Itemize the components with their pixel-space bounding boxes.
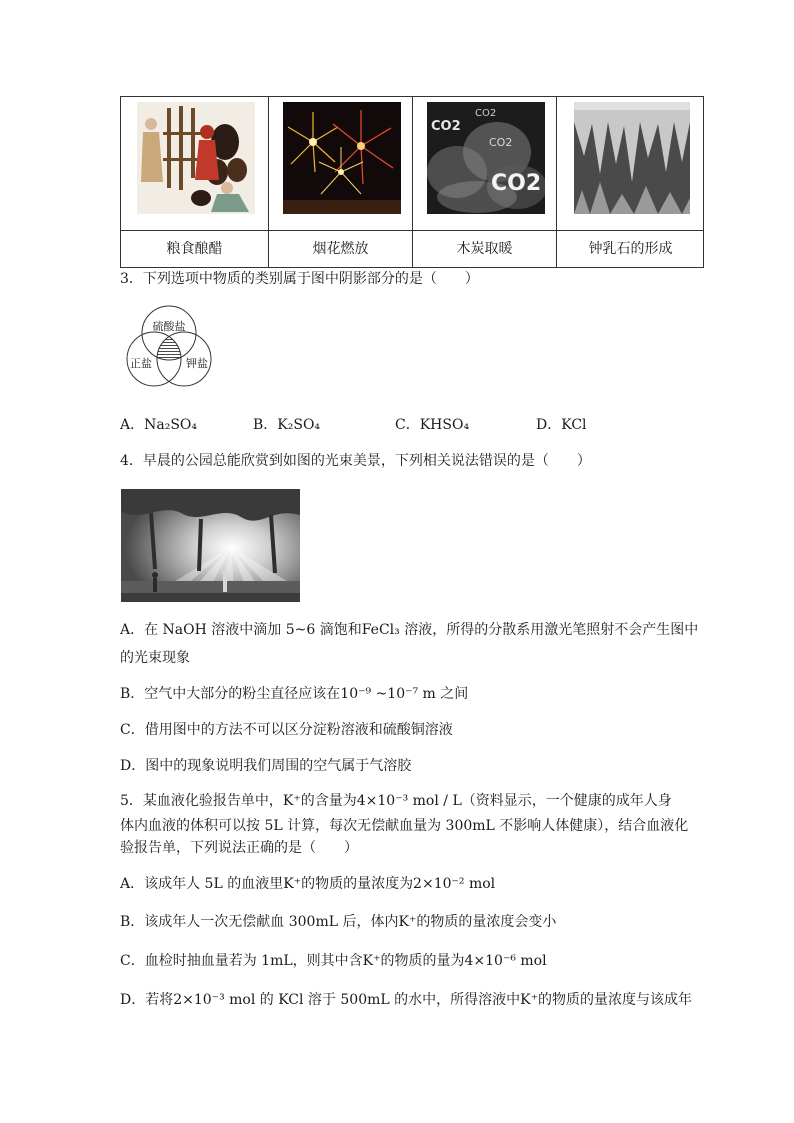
stalactite-image xyxy=(574,102,690,214)
formula-kcl: KCl xyxy=(561,417,587,433)
co2-label: CO2 xyxy=(475,108,497,119)
q4-option-d: D．图中的现象说明我们周围的空气属于气溶胶 xyxy=(120,758,412,774)
option-letter: A． xyxy=(120,417,145,433)
q5-stem-line1: 5．某血液化验报告单中，K⁺的含量为4×10⁻³ mol / L（资料显示，一个健康的成年人身 xyxy=(120,793,672,809)
q4-option-a-line2: 的光束现象 xyxy=(120,650,190,666)
q4-option-a-line1: A．在 NaOH 溶液中滴加 5~6 滴饱和FeCl₃ 溶液，所得的分散系用激光笔照射不会产生图中 xyxy=(120,622,699,638)
caption-charcoal: 木炭取暖 xyxy=(456,241,513,257)
q4-stem: 4．早晨的公园总能欣赏到如图的光束美景，下列相关说法错误的是（ ） xyxy=(120,453,591,469)
q4-option-b: B．空气中大部分的粉尘直径应该在10⁻⁹ ~10⁻⁷ m 之间 xyxy=(120,686,469,702)
venn-label-sulfate: 硫酸盐 xyxy=(152,320,186,333)
q5-option-b: B．该成年人一次无偿献血 300mL 后，体内K⁺的物质的量浓度会变小 xyxy=(120,914,557,930)
option-letter: C． xyxy=(395,417,420,433)
formula-k2so4: K₂SO₄ xyxy=(277,417,321,433)
picture-table xyxy=(120,96,704,268)
q5-option-c: C．血检时抽血量若为 1mL，则其中含K⁺的物质的量为4×10⁻⁶ mol xyxy=(120,953,547,969)
q3-option-c xyxy=(395,414,469,434)
formula-khso4: KHSO₄ xyxy=(419,417,470,433)
q5-stem-line2: 体内血液的体积可以按 5L 计算，每次无偿献血量为 300mL 不影响人体健康），结合血液化 xyxy=(120,818,689,834)
q5-option-d: D．若将2×10⁻³ mol 的 KCl 溶于 500mL 的水中，所得溶液中K⁺的物质的量浓度与该成年 xyxy=(120,992,692,1008)
q3-option-d xyxy=(536,414,587,434)
caption-fireworks: 烟花燃放 xyxy=(312,241,369,257)
q5-stem-line3: 验报告单，下列说法正确的是（ ） xyxy=(120,840,358,856)
q3-option-a xyxy=(120,414,197,434)
venn-diagram xyxy=(120,305,220,387)
q3-stem: 3．下列选项中物质的类别属于图中阴影部分的是（ ） xyxy=(120,271,479,287)
option-letter: D． xyxy=(536,417,562,433)
venn-label-normal-salt: 正盐 xyxy=(130,357,152,370)
q3-option-b xyxy=(253,414,320,434)
co2-label: CO2 xyxy=(489,136,513,149)
co2-smoke-image xyxy=(427,102,545,214)
formula-na2so4: Na₂SO₄ xyxy=(144,417,198,433)
co2-label: CO2 xyxy=(431,119,461,134)
caption-vinegar: 粮食酿醋 xyxy=(166,241,223,257)
fireworks-image xyxy=(283,102,401,214)
co2-label: CO2 xyxy=(491,171,542,196)
vinegar-making-image xyxy=(137,102,255,214)
q5-option-a: A．该成年人 5L 的血液里K⁺的物质的量浓度为2×10⁻² mol xyxy=(120,876,496,892)
q4-option-c: C．借用图中的方法不可以区分淀粉溶液和硫酸铜溶液 xyxy=(120,722,453,738)
park-light-beam-image xyxy=(121,489,300,602)
caption-stalactite: 钟乳石的形成 xyxy=(588,241,673,257)
venn-label-potassium-salt: 钾盐 xyxy=(186,357,208,370)
option-letter: B． xyxy=(253,417,278,433)
